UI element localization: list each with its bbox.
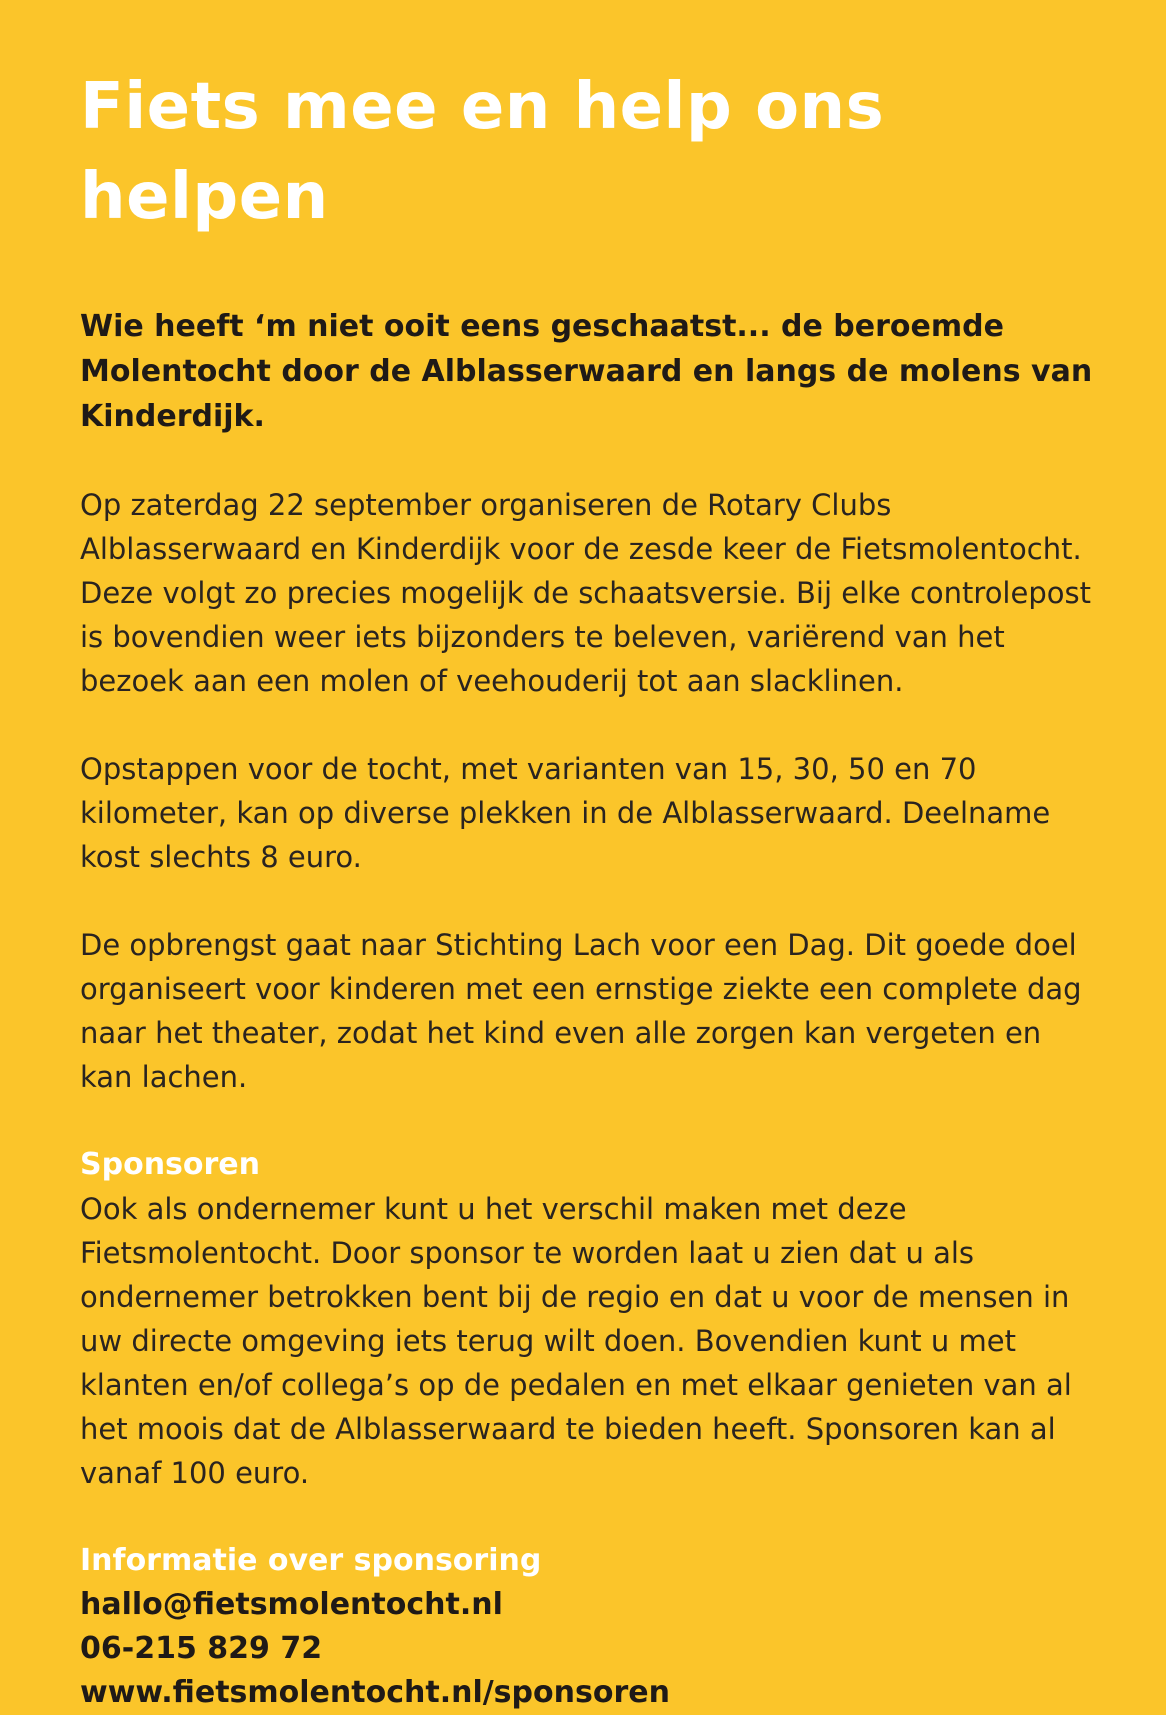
body-paragraph-event: Op zaterdag 22 september organiseren de Rotary Clubs Alblasserwaard en Kinderdijk voor de zesde keer de Fietsmolentocht. Deze volgt zo precies mogelijk de schaatsversie. Bij elke controlepost is bovendien weer iets bijzonders te beleven, variërend van het bezoek aan een molen of veehouderij tot aan slacklinen. (80, 488, 1091, 698)
lead-paragraph: Wie heeft ‘m niet ooit eens geschaatst... de beroemde Molentocht door de Alblasserwaard en langs de molens van Kinderdijk. (80, 309, 1093, 434)
sponsors-heading: Sponsoren (80, 1147, 261, 1182)
contact-block (80, 1539, 1096, 1715)
contact-website-link[interactable]: www.fietsmolentocht.nl/sponsoren (80, 1675, 670, 1710)
body-paragraph-charity: De opbrengst gaat naar Stichting Lach voor een Dag. Dit goede doel organiseert voor kinderen met een ernstige ziekte een complete dag naar het theater, zodat het kind even alle zorgen kan vergeten en kan lachen. (80, 928, 1082, 1094)
contact-email-link[interactable]: hallo@fietsmolentocht.nl (80, 1587, 503, 1622)
sponsors-paragraph: Ook als ondernemer kunt u het verschil maken met deze Fietsmolentocht. Door sponsor te worden laat u zien dat u als ondernemer betrokken bent bij de regio en dat u voor de mensen in uw directe omgeving iets terug wilt doen. Bovendien kunt u met klanten en/of collega’s op de pedalen en met elkaar genieten van al het moois dat de Alblasserwaard te bieden heeft. Sponsoren kan al vanaf 100 euro. (80, 1192, 1072, 1490)
body-paragraph-routes: Opstappen voor de tocht, met varianten van 15, 30, 50 en 70 kilometer, kan op diverse plekken in de Alblasserwaard. Deelname kost slechts 8 euro. (80, 752, 1051, 874)
contact-heading: Informatie over sponsoring (80, 1543, 542, 1578)
contact-phone: 06-215 829 72 (80, 1631, 323, 1666)
page-title: Fiets mee en help ons helpen (80, 70, 885, 234)
